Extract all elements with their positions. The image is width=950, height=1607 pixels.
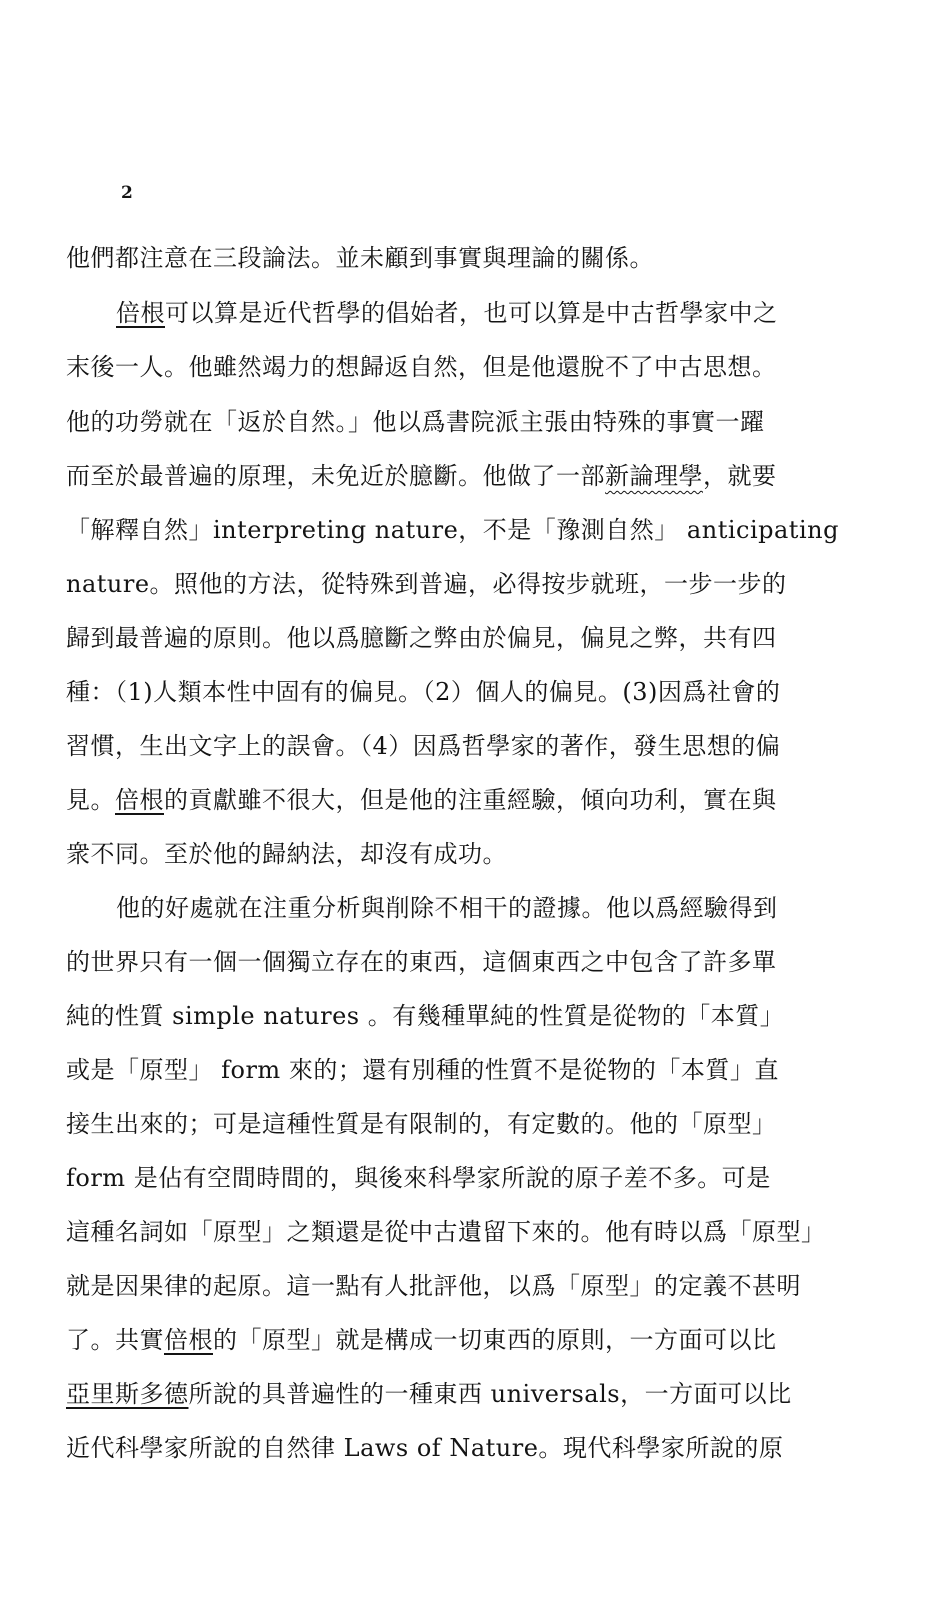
text-line-11: 見。倍根的貢獻雖不很大，但是他的注重經驗，傾向功利，實在與 (66, 786, 777, 814)
text-line-10: 習慣，生出文字上的誤會。（4）因爲哲學家的著作，發生思想的偏 (66, 732, 781, 760)
text-line-22: 亞里斯多德所說的具普遍性的一種東西 universals，一方面可以比 (66, 1380, 792, 1408)
text-line-23: 近代科學家所說的自然律 Laws of Nature。現代科學家所說的原 (66, 1434, 784, 1462)
text-line-12: 衆不同。至於他的歸納法，却沒有成功。 (66, 840, 507, 868)
text-line-19: 這種名詞如「原型」之類還是從中古遺留下來的。他有時以爲「原型」 (66, 1218, 826, 1246)
text-line-7: nature。照他的方法，從特殊到普遍，必得按步就班，一步一步的 (66, 570, 787, 598)
book-title-new-logic: 新論理學 (605, 462, 703, 490)
text-line-20: 就是因果律的起原。這一點有人批評他，以爲「原型」的定義不甚明 (66, 1272, 801, 1300)
page-number: 2 (121, 183, 133, 203)
name-bacon: 倍根 (164, 1326, 213, 1354)
text-line-3: 末後一人。他雖然竭力的想歸返自然，但是他還脫不了中古思想。 (66, 353, 777, 381)
text-line-17: 接生出來的；可是這種性質是有限制的，有定數的。他的「原型」 (66, 1110, 777, 1138)
name-bacon: 倍根 (115, 786, 164, 814)
name-aristotle: 亞里斯多德 (66, 1380, 189, 1408)
text-line-4: 他的功勞就在「返於自然。」他以爲書院派主張由特殊的事實一躍 (66, 408, 765, 436)
text-line-2: 倍根可以算是近代哲學的倡始者，也可以算是中古哲學家中之 (116, 299, 778, 327)
text-line-21: 了。共實倍根的「原型」就是構成一切東西的原則，一方面可以比 (66, 1326, 777, 1354)
text-line-15: 純的性質 simple natures 。有幾種單純的性質是從物的「本質」 (66, 1002, 785, 1030)
text-line-6: 「解釋自然」interpreting nature，不是「豫測自然」 anticipating (66, 516, 839, 544)
text-line-1: 他們都注意在三段論法。並未顧到事實與理論的關係。 (66, 244, 654, 272)
text-line-5: 而至於最普遍的原理，未免近於臆斷。他做了一部新論理學，就要 (66, 462, 777, 490)
name-bacon: 倍根 (116, 299, 165, 327)
text-line-9: 種：（1)人類本性中固有的偏見。（2）個人的偏見。(3)因爲社會的 (66, 678, 781, 706)
text-line-13: 他的好處就在注重分析與削除不相干的證據。他以爲經驗得到 (116, 894, 778, 922)
text-line-14: 的世界只有一個一個獨立存在的東西，這個東西之中包含了許多單 (66, 948, 777, 976)
text-line-18: form 是佔有空間時間的，與後來科學家所說的原子差不多。可是 (66, 1164, 771, 1192)
text-line-16: 或是「原型」 form 來的；還有別種的性質不是從物的「本質」直 (66, 1056, 779, 1084)
text-line-8: 歸到最普遍的原則。他以爲臆斷之弊由於偏見，偏見之弊，共有四 (66, 624, 777, 652)
